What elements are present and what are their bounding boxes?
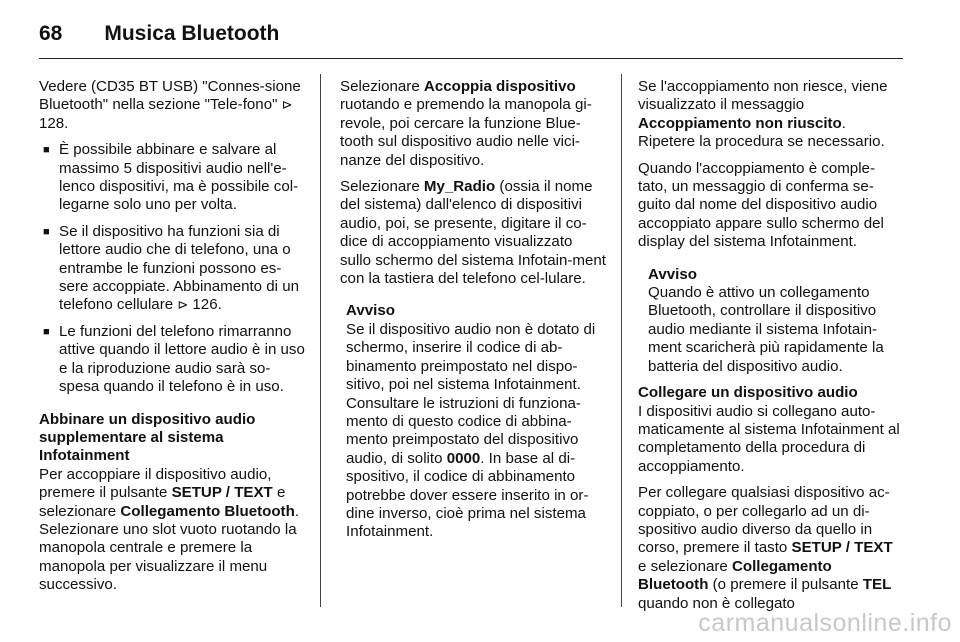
pairing-failed-paragraph: Se l'accoppiamento non riesce, viene visualizzato il messaggio Accoppiamento non riuscito. Ripetere la procedura se necessario. [638, 78, 888, 151]
select-radio-paragraph: Selezionare My_Radio (ossia il nome del sistema) dall'elenco di dispositivi audio, poi, se presente, digitare il co-dice di accoppiamento visualizzato sullo schermo del sistema Infotain-ment con la tastiera del telefono cel-lulare. [340, 178, 606, 288]
page-header [39, 14, 279, 54]
connect-paragraph: Per collegare qualsiasi dispositivo ac-coppiato, o per collegarlo ad un di-spositivo audio diverso da quello in corso, premere il tasto SETUP / TEXT e selezionare Collegamento Bluetooth (o premere il pulsante TEL quando non è collegato [638, 484, 893, 612]
square-bullet-icon: ■ [43, 225, 50, 238]
note-box [340, 302, 606, 541]
select-pair-paragraph: Selezionare Accoppia dispositivo ruotando e premendo la manopola gi-revole, poi cercare la funzione Blue-tooth sul dispositivo audio nelle vici-nanze del dispositivo. [340, 78, 592, 169]
list-item: ■ È possibile abbinare e salvare al massimo 5 dispositivi audio nell'e-lenco dispositivi, ma è possibile col-legarne solo uno per volta. [39, 141, 307, 215]
square-bullet-icon: ■ [43, 144, 50, 157]
list-item: ■ Se il dispositivo ha funzioni sia di lettore audio che di telefono, una o entrambe le funzioni possono es-sere accoppiate. Abbinamento di un telefono cellulare ⊳ 126. [39, 223, 307, 315]
page-reference-arrow-icon: ⊳ [177, 297, 189, 313]
pairing-paragraph: Per accoppiare il dispositivo audio, premere il pulsante SETUP / TEXT e selezionare Collegamento Bluetooth. Selezionare uno slot vuoto ruotando la manopola centrale e premere la manopola per visualizzare il menu successivo. [39, 465, 300, 594]
watermark: carmanualsonline.info [698, 609, 952, 637]
column-2 [340, 78, 606, 550]
note-text: Se il dispositivo audio non è dotato di schermo, inserire il codice di ab-binamento preimpostato nel dispo-sitivo, poi nel sistema Infotainment. Consultare le istruzioni di funziona-mento di questo codice di abbina-mento preimpostato del dispositivo audio, di solito 0000. In base al di-spositivo, il codice di abbinamento potrebbe dover essere inserito in or-dine inverso, cioè prima nel sistema Infotainment. [346, 320, 596, 541]
intro-paragraph: Vedere (CD35 BT USB) "Connes-sione Bluetooth" nella sezione "Tele-fono" ⊳ 128. [39, 78, 301, 132]
note-title: Avviso [648, 265, 697, 283]
page-reference-arrow-icon: ⊳ [281, 97, 293, 113]
section-heading: Abbinare un dispositivo audio supplementare al sistema Infotainment [39, 410, 256, 465]
page-number: 68 [39, 22, 63, 45]
note-text: Quando è attivo un collegamento Bluetooth, controllare il dispositivo audio mediante il sistema Infotain-ment scaricherà più rapidamente la batteria del dispositivo audio. [648, 284, 884, 375]
column-1 [39, 78, 307, 603]
column-3 [638, 78, 903, 621]
section-heading: Collegare un dispositivo audio [638, 384, 858, 402]
pairing-complete-paragraph: Quando l'accoppiamento è comple-tato, un messaggio di conferma se-guito dal nome del dispositivo audio accoppiato appare sullo schermo del display del sistema Infotainment. [638, 159, 884, 251]
auto-connect-paragraph: I dispositivi audio si collegano auto-maticamente al sistema Infotainment al completamento della procedura di accoppiamento. [638, 402, 900, 475]
list-item: ■ Le funzioni del telefono rimarranno attive quando il lettore audio è in uso e la riproduzione audio sarà so-spesa quando il telefono è in uso. [39, 323, 307, 397]
note-box [638, 266, 903, 376]
page-title: Musica Bluetooth [104, 22, 280, 45]
column-divider [621, 74, 622, 607]
header-rule [39, 58, 903, 59]
column-divider [320, 74, 321, 607]
note-title: Avviso [346, 302, 395, 320]
square-bullet-icon: ■ [43, 325, 50, 338]
